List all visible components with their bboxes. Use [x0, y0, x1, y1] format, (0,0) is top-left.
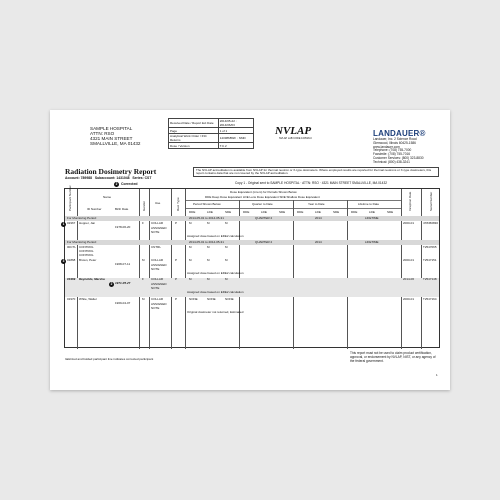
- info-label: Received Date / Report Ext Date: [169, 119, 219, 128]
- report-info-box: [168, 118, 254, 149]
- facility-name: SAMPLE HOSPITAL: [90, 126, 133, 131]
- dose-lde: NONE: [207, 297, 216, 301]
- dose-sde: M: [225, 245, 228, 249]
- participant-serial: 478450830: [423, 221, 439, 225]
- col-line: [421, 189, 422, 349]
- info-label: Dose / Version: [169, 143, 219, 149]
- report-title: Radiation Dosimetry Report: [65, 167, 157, 176]
- landauer-contact: [373, 138, 424, 165]
- col-line: [139, 189, 140, 349]
- dosimetry-table: [62, 185, 440, 348]
- participant-birth: 1969-04-07: [115, 301, 131, 305]
- col-inception: Inception Date: [408, 191, 412, 211]
- participant-gender: M: [142, 297, 145, 301]
- dose-col-header: SDE: [333, 210, 340, 214]
- participant-extra: NOTE: [151, 267, 160, 271]
- participant-number: 01969: [67, 277, 76, 281]
- participant-use: COLLAR: [151, 221, 164, 225]
- participant-use: COLLAR: [151, 277, 164, 281]
- dose-sde: NONE: [225, 297, 234, 301]
- period-row-year: 2014: [315, 240, 322, 244]
- col-line: [293, 200, 294, 349]
- col-line: [149, 189, 150, 349]
- dose-col-header: SDE: [225, 210, 232, 214]
- participant-inception: 2014-06: [403, 277, 415, 281]
- participant-birth: 1971-05-27: [115, 281, 131, 285]
- period-label: Year to Date: [308, 202, 325, 206]
- contact-line: Glenwood, Illinois 60425-1586: [373, 140, 416, 145]
- col-gender: Gender: [142, 200, 146, 211]
- dose-lde: M: [207, 245, 210, 249]
- dose-col-header: DDE: [297, 210, 304, 214]
- contact-line: www.landauer.com: [373, 144, 400, 149]
- dose-col-header: DDE: [189, 210, 196, 214]
- participant-note: Assigned dose based on EDE2 calculation: [187, 234, 244, 238]
- participant-number: 01868: [67, 258, 76, 262]
- info-value: 1433868WF ◦ NMD: [218, 134, 253, 143]
- marker-2-icon: 2: [110, 282, 113, 286]
- period-row-life: LIFETIME: [365, 240, 379, 244]
- participant-note: Original dosimeter not returned, Estimated: [187, 310, 244, 314]
- nvlap-lab-code: NVLAP LAB CODE 100518-0: [279, 137, 312, 140]
- period-row-label: For Monitoring Period:: [67, 240, 97, 244]
- participant-serial: T2547065: [423, 245, 437, 249]
- col-serial: Serial Number: [429, 191, 433, 211]
- participant-rad: P: [175, 221, 178, 225]
- participant-rad: P: [175, 277, 178, 281]
- participant-extra: ASSIGNED: [151, 282, 167, 286]
- contact-line: Customer Services: (800) 323-8830: [373, 155, 424, 160]
- facility-city: SMALLVILLE, MA 01432: [90, 141, 141, 146]
- col-birth: Birth Date: [115, 207, 129, 211]
- participant-number: 00CTL: [67, 245, 77, 249]
- participant-extra: NOTE: [151, 230, 160, 234]
- subaccount-value: 1431048: [116, 176, 130, 180]
- footer-disclaimer: This report must not be used to claim product certification, approval, or endorsement by NVLAP, NIST, or any agency of the federal government.: [350, 351, 436, 363]
- col-line: [171, 189, 172, 349]
- participant-rad: P: [175, 297, 178, 301]
- copy-line: Copy 1 - Original sent to SAMPLE HOSPITAL · ATTN: RSO · 4321 MAIN STREET SMALLVILLE, MA 01432: [235, 181, 387, 185]
- contact-line: Landauer, Inc. 2 Science Road: [373, 137, 417, 141]
- dose-col-header: SDE: [279, 210, 286, 214]
- info-label: Page: [169, 128, 219, 134]
- facility-attn: ATTN: RSO: [90, 131, 115, 136]
- facility-street: 4321 MAIN STREET: [90, 136, 133, 141]
- dose-col-header: LDE: [315, 210, 321, 214]
- series-label: Series:: [132, 176, 144, 180]
- dose-header: Dose Equivalent (mrem) for Periods Shown Below: [230, 190, 297, 194]
- participant-serial: T2547151: [423, 258, 437, 262]
- contact-line: Technical: (800) 438-3241: [373, 159, 410, 164]
- page-number: 1: [436, 373, 438, 377]
- participant-inception: 2000-01: [403, 221, 415, 225]
- participant-serial: T2547164: [423, 297, 437, 301]
- dosimetry-report-page: [50, 110, 450, 390]
- account-value: 789988: [80, 176, 92, 180]
- dose-subheader: DDE Deep Dose Equivalent LDE Lens Dose Equivalent SDE Shallow Dose Equivalent: [205, 195, 320, 199]
- period-row-life: LIFETIME: [365, 216, 379, 220]
- period-row: [65, 216, 439, 221]
- nvlap-logo: [275, 121, 325, 143]
- period-row-label: For Monitoring Period:: [67, 216, 97, 220]
- dose-sde: M: [225, 258, 228, 262]
- participant-birth: 1968-07-11: [115, 262, 131, 266]
- dose-dde: NONE: [189, 297, 198, 301]
- participant-serial: T2547148: [423, 277, 437, 281]
- participant-extra: CONTROL: [79, 253, 94, 257]
- landauer-logo: LANDAUER®: [373, 129, 426, 138]
- period-label: Quarter to Date: [252, 202, 273, 206]
- dose-col-header: LDE: [261, 210, 267, 214]
- corrected-label: Corrected: [121, 181, 138, 186]
- dose-col-header: DDE: [243, 210, 250, 214]
- info-value: 2014/05-22 ◦ 2014/06/03: [218, 119, 253, 128]
- period-row: [65, 240, 439, 245]
- participant-note: Assigned dose based on EDE2 calculation: [187, 290, 244, 294]
- col-line: [401, 189, 402, 349]
- period-label: Period Shown Below: [193, 202, 221, 206]
- dose-col-header: LDE: [369, 210, 375, 214]
- facility-address: [90, 126, 140, 146]
- participant-gender: F: [142, 221, 144, 225]
- dose-col-header: SDE: [387, 210, 394, 214]
- period-row-quarter: QUARTER 2: [255, 216, 273, 220]
- participant-extra: ASSIGNED: [151, 302, 167, 306]
- marker-1-icon: 1: [62, 222, 65, 226]
- nvlap-note: The NVLAP accreditation is available from NVLAP for thermal neutron or X-type dosimeters. Where employed results are reported for thermal neutrons or X-type dosimeters, this report contains data that are not covered by the NVLAP accreditation.: [193, 167, 439, 177]
- dose-lde: M: [207, 277, 210, 281]
- participant-gender: F: [142, 277, 144, 281]
- nvlap-logo-text: NVLAP: [275, 125, 312, 137]
- dose-sde: M: [225, 221, 228, 225]
- col-rad: Rad. Type: [176, 197, 180, 211]
- dose-dde: M: [189, 277, 192, 281]
- col-line: [77, 189, 78, 349]
- series-value: CST: [144, 176, 152, 180]
- period-row-range: 2014-05-01 to 2014-05-31: [189, 240, 224, 244]
- col-name: Name: [103, 195, 112, 199]
- contact-line: Telephone: (708) 755-7000: [373, 148, 412, 153]
- participant-note: Assigned dose based on EDE2 calculation: [187, 271, 244, 275]
- participant-extra: CONTROL: [79, 249, 94, 253]
- participant-inception: 2000-01: [403, 258, 415, 262]
- participant-gender: M: [142, 258, 145, 262]
- info-value: 1 of 1: [218, 128, 253, 134]
- dose-col-header: LDE: [207, 210, 213, 214]
- col-id: ID Number: [87, 207, 102, 211]
- account-line: [65, 177, 151, 180]
- participant-name: White, Walter: [79, 297, 97, 301]
- participant-name: Hopper, Jan: [79, 221, 96, 225]
- participant-extra: NOTE: [151, 306, 160, 310]
- period-label: Lifetime to Date: [358, 202, 380, 206]
- period-row-range: 2014-05-01 to 2014-05-31: [189, 216, 224, 220]
- footer-legend: Italicized and bolded participant line indicates corrected participant: [65, 357, 154, 361]
- dose-dde: M: [189, 245, 192, 249]
- account-label: Account:: [65, 176, 80, 180]
- dose-lde: M: [207, 221, 210, 225]
- col-participant: Participant Number: [68, 185, 72, 211]
- col-line: [347, 200, 348, 349]
- participant-inception: 2000-01: [403, 297, 415, 301]
- corrected-marker-icon: 2: [115, 181, 118, 186]
- participant-birth: 1978-06-20: [115, 225, 131, 229]
- participant-number: 01967: [67, 221, 76, 225]
- dose-dde: M: [189, 221, 192, 225]
- participant-number: 01970: [67, 297, 76, 301]
- dose-col-header: DDE: [351, 210, 358, 214]
- period-row-year: 2014: [315, 216, 322, 220]
- participant-name: Brown, Peter: [79, 258, 97, 262]
- dose-sde: M: [225, 277, 228, 281]
- participant-extra: ASSIGNED: [151, 226, 167, 230]
- participant-use: CNTRL: [151, 245, 162, 249]
- col-use: Use: [155, 201, 161, 205]
- info-label: Analytical Work Order / INC Returns: [169, 134, 219, 143]
- marker-3-icon: 3: [62, 259, 65, 263]
- dose-lde: M: [207, 258, 210, 262]
- period-row-quarter: QUARTER 2: [255, 240, 273, 244]
- participant-use: COLLAR: [151, 258, 164, 262]
- participant-name: Reynolds, Marsha: [79, 277, 105, 281]
- subaccount-label: Subaccount:: [94, 176, 116, 180]
- dose-dde: M: [189, 258, 192, 262]
- info-value: T.C.2: [218, 143, 253, 149]
- participant-name: CONTROL: [79, 245, 94, 249]
- participant-rad: P: [175, 258, 178, 262]
- participant-extra: ASSIGNED: [151, 263, 167, 267]
- contact-line: Facsimile: (708) 755-7016: [373, 152, 411, 157]
- col-line: [185, 189, 186, 349]
- participant-extra: NOTE: [151, 286, 160, 290]
- participant-use: COLLAR: [151, 297, 164, 301]
